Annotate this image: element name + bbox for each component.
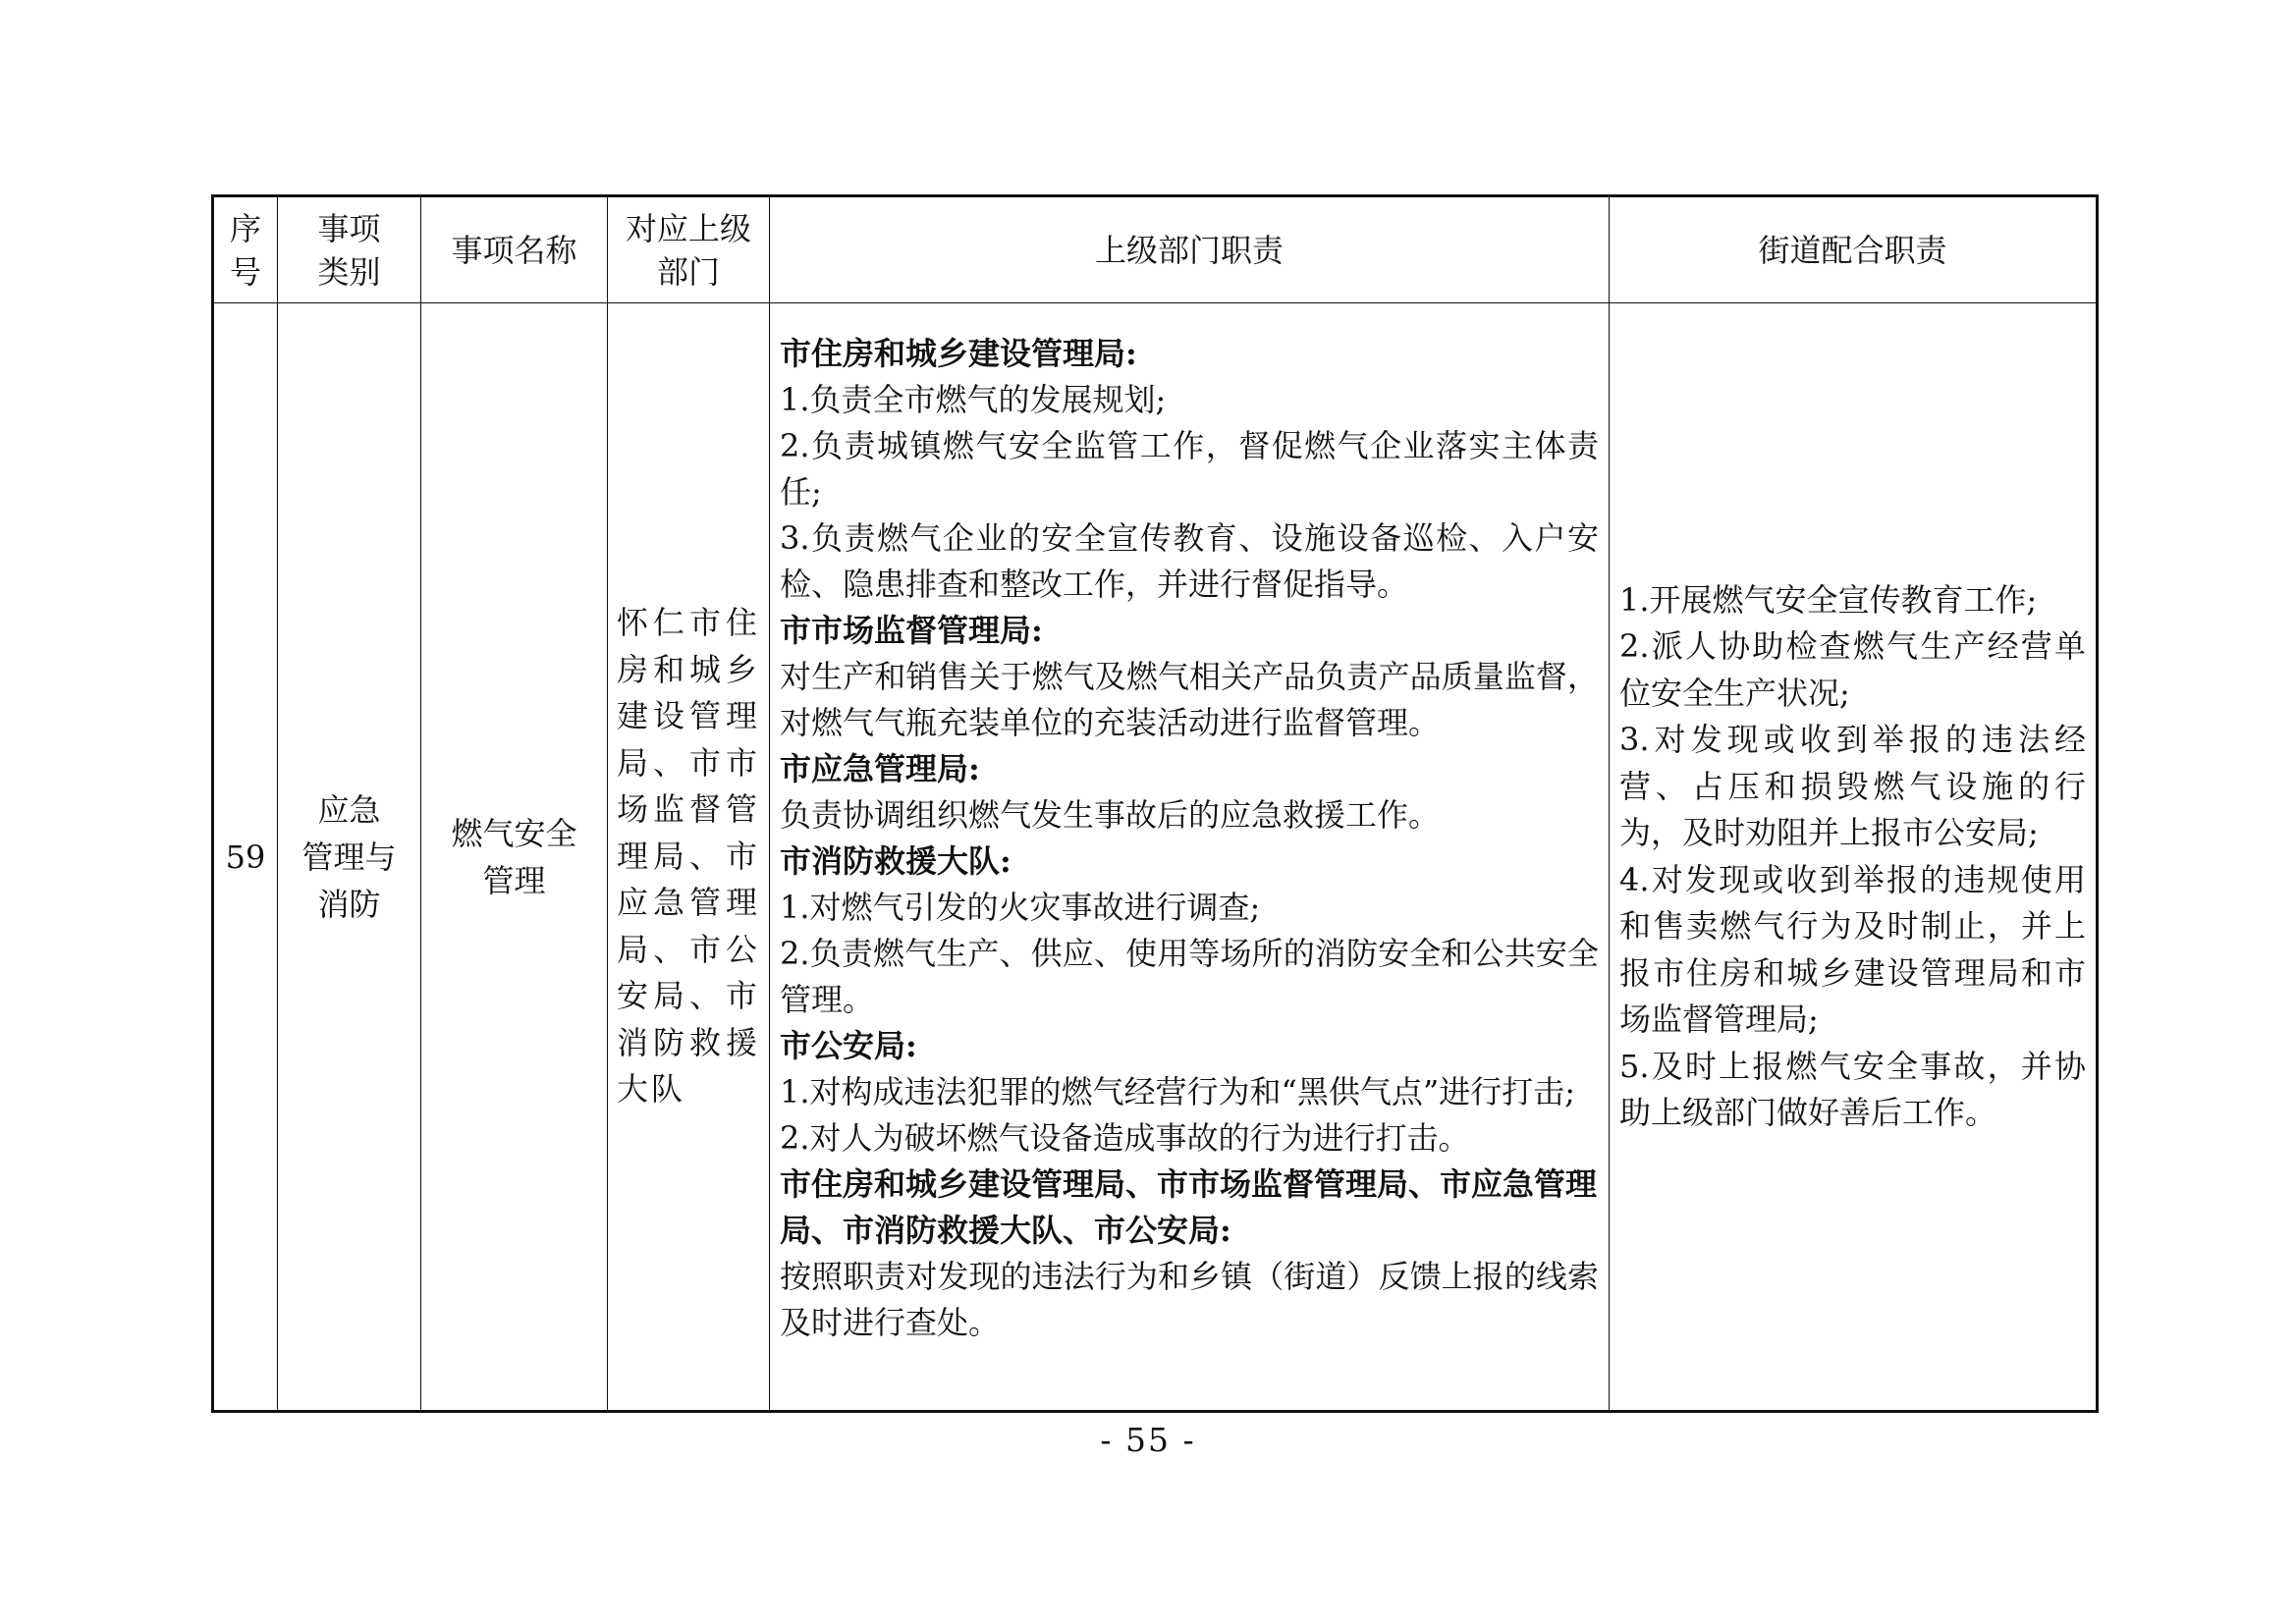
cell-upper-duties	[770, 303, 1610, 1412]
street-duty-item: 3.对发现或收到举报的违法经营、占压和损毁燃气设施的行为，及时劝阻并上报市公安局;	[1619, 721, 2086, 851]
dept-line: 消防救援	[617, 1023, 760, 1061]
street-duty-item: 4.对发现或收到举报的违规使用和售卖燃气行为及时制止，并上报市住房和城乡建设管理局和市场监督管理局;	[1619, 860, 2086, 1038]
dept-line: 大队	[617, 1070, 686, 1109]
street-duty-item: 1.开展燃气安全宣传教育工作;	[1619, 580, 2038, 619]
duty-item: 1.对燃气引发的火灾事故进行调查;	[780, 889, 1261, 926]
dept-line: 理局、市	[617, 837, 760, 875]
header-street-duties: 街道配合职责	[1610, 196, 2098, 303]
header-row	[213, 196, 2098, 303]
cell-category	[278, 303, 421, 1412]
cell-item-name	[421, 303, 608, 1412]
header-category	[278, 196, 421, 303]
header-seq	[213, 196, 278, 303]
header-seq-line1: 序	[229, 209, 261, 247]
header-upper-duties: 上级部门职责	[770, 196, 1610, 303]
duty-heading: 市住房和城乡建设管理局、市市场监督管理局、市应急管理局、市消防救援大队、市公安局:	[780, 1165, 1598, 1249]
duty-item: 对生产和销售关于燃气及燃气相关产品负责产品质量监督，对燃气气瓶充装单位的充装活动进行监督管理。	[780, 658, 1599, 741]
duty-item: 负责协调组织燃气发生事故后的应急救援工作。	[780, 796, 1441, 834]
header-category-line1: 事项	[317, 209, 381, 247]
cell-street-duties	[1610, 303, 2098, 1412]
cell-dept	[608, 303, 770, 1412]
dept-line: 局、市市	[617, 743, 760, 782]
item-name-line: 燃气安全	[451, 814, 577, 852]
duty-item: 1.负责全市燃气的发展规划;	[780, 381, 1167, 418]
dept-line: 房和城乡	[617, 650, 760, 688]
category-line: 应急	[317, 790, 381, 829]
duty-item: 3.负责燃气企业的安全宣传教育、设施设备巡检、入户安检、隐患排查和整改工作，并进行督促指导。	[780, 519, 1599, 603]
dept-line: 建设管理	[617, 697, 760, 735]
header-dept	[608, 196, 770, 303]
header-dept-line1: 对应上级	[625, 209, 751, 247]
cell-seq: 59	[213, 303, 278, 1412]
dept-line: 怀仁市住	[617, 604, 760, 642]
duty-heading: 市消防救援大队:	[780, 842, 1011, 880]
duty-item: 2.对人为破坏燃气设备造成事故的行为进行打击。	[780, 1119, 1470, 1157]
duty-item: 2.负责燃气生产、供应、使用等场所的消防安全和公共安全管理。	[780, 935, 1599, 1018]
dept-line: 应急管理	[617, 884, 760, 922]
header-dept-line2: 部门	[656, 252, 720, 291]
duty-item: 按照职责对发现的违法行为和乡镇（街道）反馈上报的线索及时进行查处。	[780, 1258, 1599, 1341]
duty-item: 1.对构成违法犯罪的燃气经营行为和“黑供气点”进行打击;	[780, 1073, 1576, 1110]
street-duty-item: 2.派人协助检查燃气生产经营单位安全生产状况;	[1619, 627, 2086, 712]
category-line: 管理与	[301, 838, 397, 876]
duty-heading: 市市场监督管理局:	[780, 612, 1043, 649]
dept-line: 局、市公	[617, 930, 760, 968]
duty-item: 2.负责城镇燃气安全监管工作，督促燃气企业落实主体责任;	[780, 427, 1599, 511]
duty-heading: 市住房和城乡建设管理局:	[780, 335, 1137, 372]
header-name: 事项名称	[421, 196, 608, 303]
dept-line: 场监督管	[617, 790, 760, 829]
item-name-line: 管理	[482, 861, 546, 899]
page-number: - 55 -	[1100, 1421, 1196, 1459]
header-category-line2: 类别	[317, 252, 381, 291]
duty-heading: 市应急管理局:	[780, 750, 980, 787]
duty-table	[211, 194, 2099, 1413]
table-row	[213, 303, 2098, 1412]
dept-line: 安局、市	[617, 977, 760, 1015]
street-duty-item: 5.及时上报燃气安全事故，并协助上级部门做好善后工作。	[1619, 1047, 2086, 1131]
duty-heading: 市公安局:	[780, 1027, 917, 1064]
category-line: 消防	[317, 885, 381, 923]
header-seq-line2: 号	[229, 252, 261, 291]
